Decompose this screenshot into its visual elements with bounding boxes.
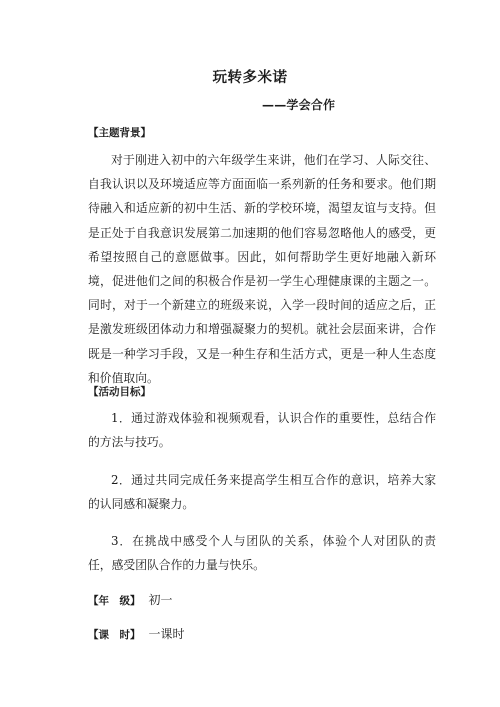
- goals-heading: 【活动目标】: [88, 386, 151, 398]
- grade-row: [88, 591, 173, 608]
- goal-item-1: 1．通过游戏体验和视频观看，认识合作的重要性，总结合作的方法与技巧。: [88, 411, 436, 449]
- goal-item-3: 3．在挑战中感受个人与团队的关系，体验个人对团队的责任，感受团队合作的力量与快乐。: [88, 534, 436, 572]
- document-subtitle: ——学会合作: [262, 98, 336, 112]
- document-title: 玩转多米诺: [212, 70, 288, 86]
- duration-value: 一课时: [148, 627, 185, 641]
- duration-label: 【课 时】: [88, 629, 141, 641]
- grade-label: 【年 级】: [88, 595, 141, 607]
- background-heading: 【主题背景】: [88, 127, 151, 139]
- duration-row: [88, 625, 185, 642]
- goal-item-2: 2．通过共同完成任务来提高学生相互合作的意识，培养大家的认同感和凝聚力。: [88, 473, 436, 511]
- grade-value: 初一: [148, 593, 173, 607]
- background-paragraph: 对于刚进入初中的六年级学生来讲，他们在学习、人际交往、自我认识以及环境适应等方面面临一系列新的任务和要求。他们期待融入和适应新的初中生活、新的学校环境，渴望友谊与支持。但是正处于自我意识发展第二加速期的他们容易忽略他人的感受，更希望按照自己的意愿做事。因此，如何帮助学生更好地融入新环境，促进他们之间的积极合作是初一学生心理健康课的主题之一。同时，对于一个新建立的班级来说，入学一段时间的适应之后，正是激发班级团体动力和增强凝聚力的契机。就社会层面来讲，合作既是一种学习手段，又是一种生存和生活方式，更是一种人生态度和价值取向。: [88, 153, 436, 385]
